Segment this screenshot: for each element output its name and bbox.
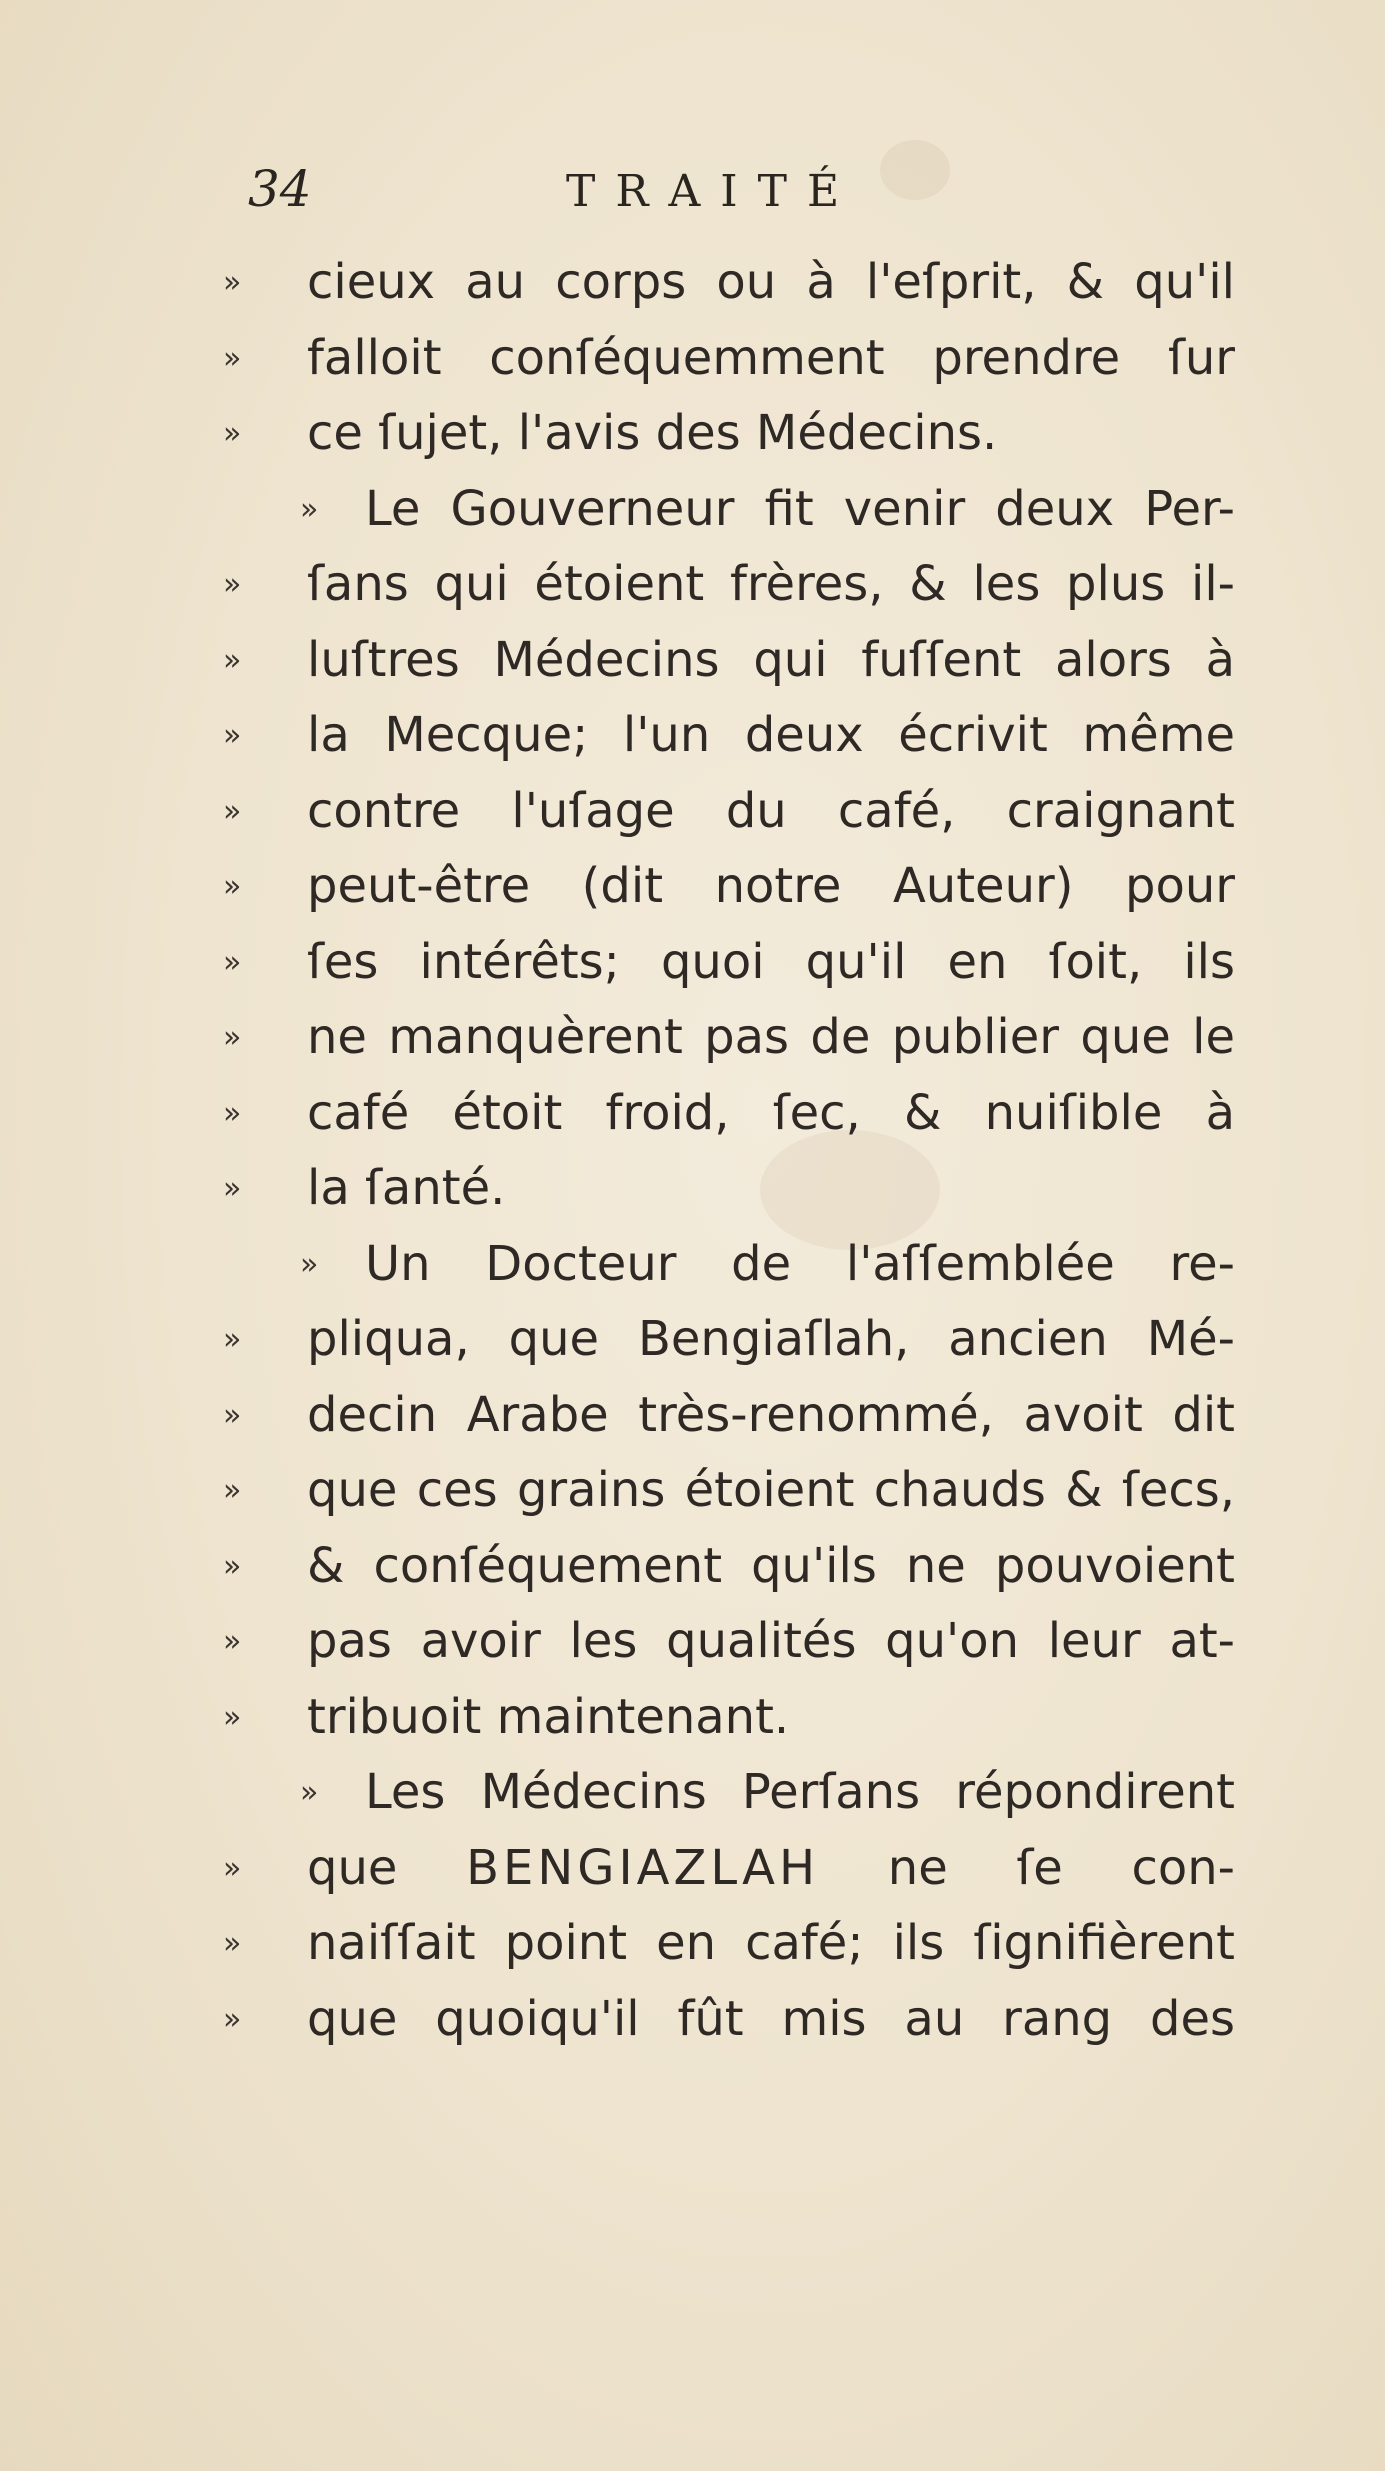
quote-mark: » <box>223 340 242 376</box>
line-text: Un Docteur de l'aſſemblée re- <box>365 1235 1235 1292</box>
quote-mark: » <box>223 944 242 980</box>
quote-mark: » <box>223 1624 242 1659</box>
quote-mark: » <box>223 265 242 300</box>
text-line <box>223 1000 1235 1076</box>
line-text: ſes intérêts; quoi qu'il en ſoit, ils <box>307 933 1235 990</box>
text-line <box>223 1378 1235 1454</box>
line-text-before: que <box>307 1839 467 1896</box>
quote-mark: » <box>300 1775 319 1810</box>
text-line <box>223 623 1235 699</box>
line-text: ſans qui étoient frères, & les plus il- <box>307 556 1235 612</box>
text-line <box>245 1227 1235 1303</box>
text-line <box>223 1453 1235 1529</box>
quote-mark: » <box>223 793 242 829</box>
line-text: & conſéquement qu'ils ne pouvoient <box>307 1537 1235 1594</box>
running-title: TRAITÉ <box>566 166 860 217</box>
line-text: cieux au corps ou à l'eſprit, & qu'il <box>307 254 1235 310</box>
quote-mark: » <box>223 416 242 451</box>
quote-mark: » <box>223 1699 242 1735</box>
quote-mark: » <box>223 1020 242 1055</box>
line-text: que quoiqu'il fût mis au rang des <box>307 1990 1235 2047</box>
small-caps-name: BENGIAZLAH <box>466 1839 820 1896</box>
text-line <box>223 1906 1235 1982</box>
quote-mark: » <box>300 1246 319 1282</box>
line-text: ne manquèrent pas de publier que le <box>307 1009 1235 1065</box>
quote-mark: » <box>223 1397 242 1433</box>
quote-mark: » <box>223 1850 242 1886</box>
quote-mark: » <box>223 1548 242 1584</box>
quote-mark: » <box>223 1322 242 1357</box>
text-line <box>223 1076 1235 1152</box>
quote-mark: » <box>223 718 242 753</box>
line-text: decin Arabe très-renommé, avoit dit <box>307 1386 1235 1443</box>
quote-mark: » <box>223 1171 242 1206</box>
text-line <box>223 698 1235 774</box>
text-line <box>223 321 1235 397</box>
line-text: luſtres Médecins qui fuſſent alors à <box>307 631 1235 688</box>
text-line <box>223 774 1235 850</box>
line-text: tribuoit maintenant. <box>307 1688 790 1745</box>
text-line <box>223 245 1235 321</box>
text-line <box>223 1529 1235 1605</box>
body-text <box>223 245 1235 2057</box>
line-text: café étoit froid, ſec, & nuiſible à <box>307 1084 1235 1141</box>
line-text: naiſſait point en café; ils ſignifièrent <box>307 1915 1235 1971</box>
text-line <box>223 1302 1235 1378</box>
text-line <box>223 925 1235 1001</box>
text-line <box>223 1680 1235 1756</box>
quote-mark: » <box>300 491 319 527</box>
text-line <box>223 1151 1235 1227</box>
text-line <box>223 396 1235 472</box>
quote-mark: » <box>223 2001 242 2037</box>
line-text-after: ne ſe con- <box>819 1839 1235 1896</box>
text-line <box>223 1982 1235 2058</box>
text-line <box>223 849 1235 925</box>
line-text: la Mecque; l'un deux écrivit même <box>307 707 1235 763</box>
line-text: Les Médecins Perſans répondirent <box>365 1764 1235 1820</box>
text-line <box>245 1755 1235 1831</box>
line-text: falloit conſéquemment prendre ſur <box>307 329 1235 386</box>
line-text: contre l'uſage du café, craignant <box>307 782 1235 839</box>
quote-mark: » <box>223 1473 242 1508</box>
quote-mark: » <box>223 869 242 904</box>
quote-mark: » <box>223 567 242 602</box>
line-text: Le Gouverneur fit venir deux Per- <box>365 480 1235 537</box>
line-text: la ſanté. <box>307 1160 506 1216</box>
line-text: pliqua, que Bengiaſlah, ancien Mé- <box>307 1311 1235 1367</box>
text-line <box>223 547 1235 623</box>
line-text: ce ſujet, l'avis des Médecins. <box>307 405 998 461</box>
quote-mark: » <box>223 1095 242 1131</box>
text-line <box>223 1604 1235 1680</box>
line-text <box>307 1831 1235 1907</box>
text-line <box>223 1831 1235 1907</box>
text-line <box>245 472 1235 548</box>
page-header <box>248 160 1048 240</box>
page-number: 34 <box>248 160 312 218</box>
quote-mark: » <box>223 1926 242 1961</box>
line-text: pas avoir les qualités qu'on leur at- <box>307 1613 1235 1669</box>
quote-mark: » <box>223 642 242 678</box>
line-text: peut-être (dit notre Auteur) pour <box>307 858 1235 914</box>
line-text: que ces grains étoient chauds & ſecs, <box>307 1462 1235 1518</box>
